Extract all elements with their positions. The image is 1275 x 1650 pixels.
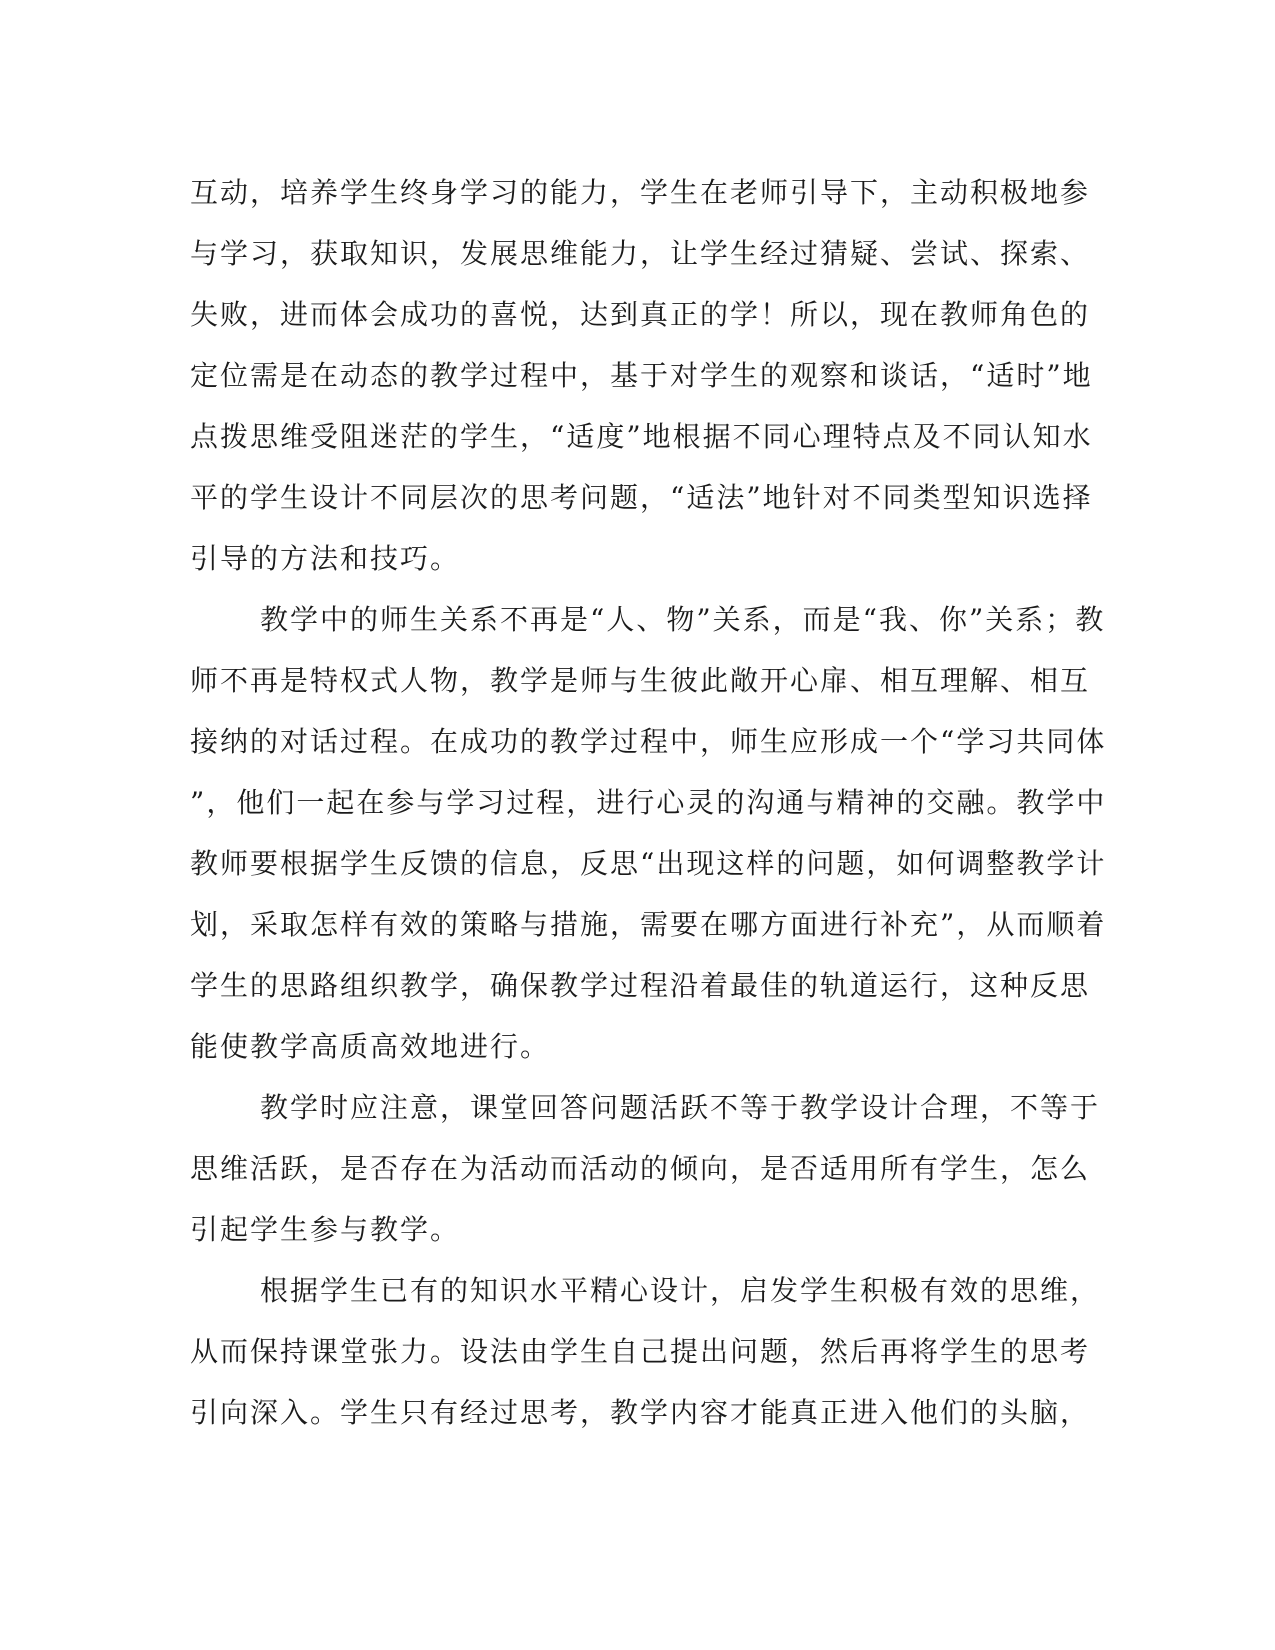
text-line: 根据学生已有的知识水平精心设计，启发学生积极有效的思维， [260, 1274, 1101, 1307]
text-line: 师不再是特权式人物，教学是师与生彼此敞开心扉、相互理解、相互 [190, 664, 1091, 697]
text-line: 学生的思路组织教学，确保教学过程沿着最佳的轨道运行，这种反思 [190, 969, 1091, 1002]
text-line: 教师要根据学生反馈的信息，反思“出现这样的问题，如何调整教学计 [190, 847, 1107, 880]
document-body [190, 162, 1107, 1443]
text-line: 失败，进而体会成功的喜悦，达到真正的学！所以，现在教师角色的 [190, 298, 1091, 331]
text-line: 引导的方法和技巧。 [190, 542, 461, 575]
text-line: 教学中的师生关系不再是“人、物”关系，而是“我、你”关系；教 [260, 603, 1106, 636]
text-line: 从而保持课堂张力。设法由学生自己提出问题，然后再将学生的思考 [190, 1335, 1091, 1368]
text-line: 与学习，获取知识，发展思维能力，让学生经过猜疑、尝试、探索、 [190, 237, 1091, 270]
text-line: 点拨思维受阻迷茫的学生，“适度”地根据不同心理特点及不同认知水 [190, 420, 1093, 453]
text-line: 教学时应注意，课堂回答问题活跃不等于教学设计合理，不等于 [260, 1091, 1101, 1124]
text-line: 引起学生参与教学。 [190, 1213, 461, 1246]
text-line: 能使教学高质高效地进行。 [190, 1030, 551, 1063]
text-line: 接纳的对话过程。在成功的教学过程中，师生应形成一个“学习共同体 [190, 725, 1107, 758]
text-line: 互动，培养学生终身学习的能力，学生在老师引导下，主动积极地参 [190, 176, 1091, 209]
text-line: 思维活跃，是否存在为活动而活动的倾向，是否适用所有学生，怎么 [190, 1152, 1091, 1185]
text-line: ”，他们一起在参与学习过程，进行心灵的沟通与精神的交融。教学中 [190, 786, 1107, 819]
text-line: 平的学生设计不同层次的思考问题，“适法”地针对不同类型知识选择 [190, 481, 1093, 514]
text-line: 划，采取怎样有效的策略与措施，需要在哪方面进行补充”，从而顺着 [190, 908, 1107, 941]
text-line: 定位需是在动态的教学过程中，基于对学生的观察和谈话，“适时”地 [190, 359, 1093, 392]
text-line: 引向深入。学生只有经过思考，教学内容才能真正进入他们的头脑， [190, 1396, 1091, 1429]
